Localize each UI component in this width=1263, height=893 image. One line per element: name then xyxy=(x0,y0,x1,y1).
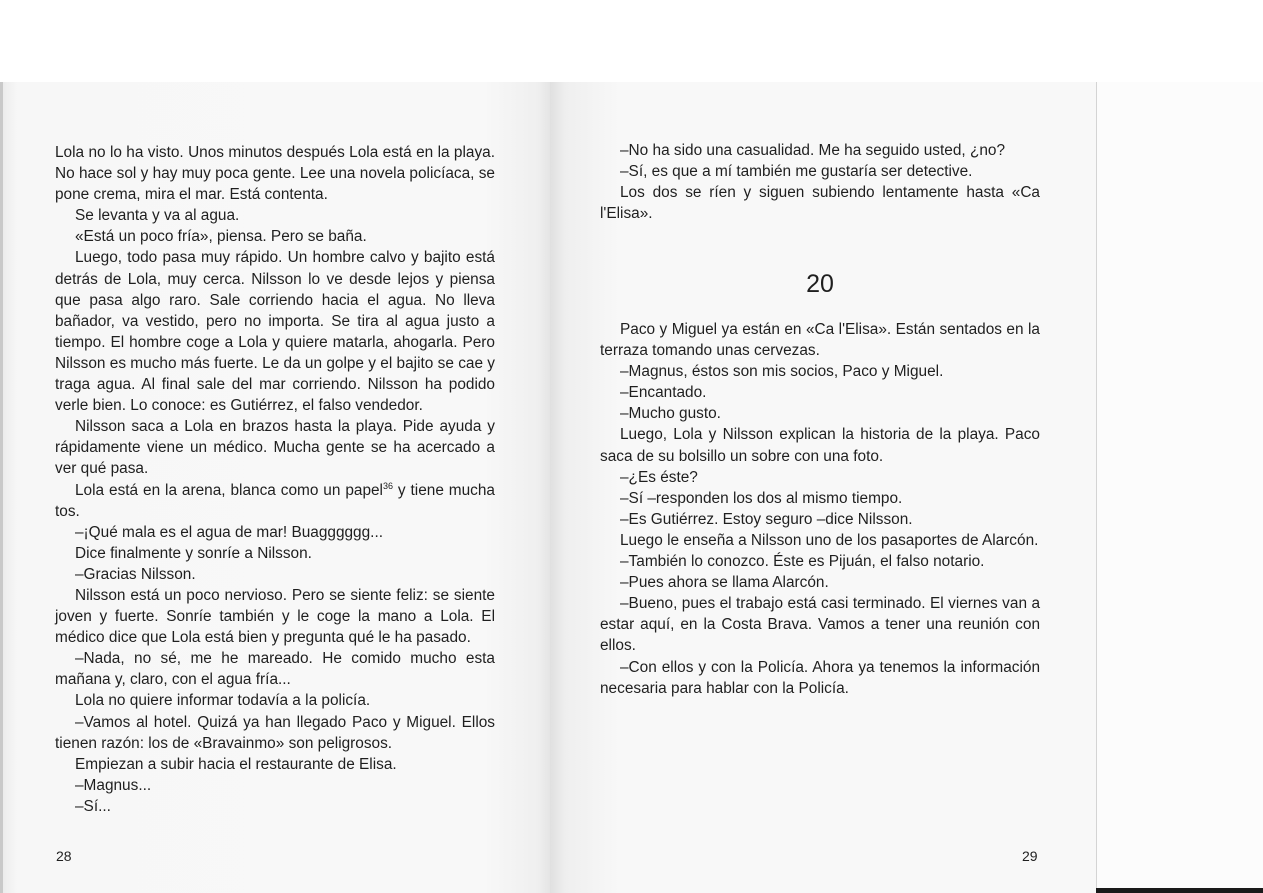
paragraph: Los dos se ríen y siguen subiendo lentamente hasta «Ca l'Elisa». xyxy=(600,184,1040,223)
paragraph: –Con ellos y con la Policía. Ahora ya tenemos la información necesaria para hablar con la Policía. xyxy=(600,658,1040,697)
paragraph: –Magnus, éstos son mis socios, Paco y Miguel. xyxy=(620,363,944,381)
paragraph: Luego le enseña a Nilsson uno de los pasaportes de Alarcón. xyxy=(620,531,1039,549)
paragraph: –Sí, es que a mí también me gustaría ser detective. xyxy=(620,163,973,181)
paragraph: «Está un poco fría», piensa. Pero se baña. xyxy=(75,228,367,246)
paragraph: –Nada, no sé, me he mareado. He comido mucho esta mañana y, claro, con el agua fría... xyxy=(55,650,495,689)
scanner-edge xyxy=(1096,82,1263,893)
paragraph-with-footnote xyxy=(55,480,495,522)
footnote-marker: 36 xyxy=(382,480,393,491)
paragraph: Paco y Miguel ya están en «Ca l'Elisa». Están sentados en la terraza tomando unas cervezas. xyxy=(600,321,1040,360)
paragraph: –Sí... xyxy=(75,797,111,815)
paragraph: Luego, Lola y Nilsson explican la historia de la playa. Paco saca de su bolsillo un sobre con una foto. xyxy=(600,426,1040,465)
right-page-body xyxy=(600,319,1040,699)
paragraph: –¡Qué mala es el agua de mar! Buagggggg... xyxy=(75,523,384,541)
chapter-number: 20 xyxy=(806,270,834,298)
paragraph: –Magnus... xyxy=(75,776,152,794)
paragraph: Lola no lo ha visto. Unos minutos después Lola está en la playa. No hace sol y hay muy poca gente. Lee una novela policíaca, se pone crema, mira el mar. Está contenta. xyxy=(55,144,495,204)
paragraph: –Bueno, pues el trabajo está casi terminado. El viernes van a estar aquí, en la Costa Brava. Vamos a tener una reunión con ellos. xyxy=(600,595,1040,655)
paragraph: –Pues ahora se llama Alarcón. xyxy=(620,574,829,592)
paragraph: Nilsson está un poco nervioso. Pero se siente feliz: se siente joven y fuerte. Sonríe también y le coge la mano a Lola. El médico dice que Lola está bien y pregunta qué le ha pasado. xyxy=(55,586,495,647)
paragraph: Luego, todo pasa muy rápido. Un hombre calvo y bajito está detrás de Lola, muy cerca. Nilsson lo ve desde lejos y piensa que pasa algo raro. Sale corriendo hacia el agua. No lleva bañador, va vestido, pero no importa. Se tira al agua justo a tiempo. El hombre coge a Lola y quiere matarla, ahogarla. Pero Nilsson es mucho más fuerte. Le da un golpe y el bajito se cae y traga agua. Al final sale del mar corriendo. Nilsson ha podido verle bien. Lo conoce: es Gutiérrez, el falso vendedor. xyxy=(55,249,495,415)
paragraph: –Sí –responden los dos al mismo tiempo. xyxy=(620,489,903,507)
scanner-background xyxy=(0,0,1263,84)
page-number-left: 28 xyxy=(56,848,72,864)
paragraph-text-after: y tiene mucha tos. xyxy=(55,481,495,520)
paragraph: –También lo conozco. Éste es Pijuán, el falso notario. xyxy=(620,553,985,571)
paragraph: Lola no quiere informar todavía a la policía. xyxy=(75,692,371,710)
paragraph: –Mucho gusto. xyxy=(620,405,721,423)
paragraph: –No ha sido una casualidad. Me ha seguido usted, ¿no? xyxy=(620,142,1006,159)
scanner-border xyxy=(1096,888,1263,893)
left-page-body xyxy=(55,142,495,817)
paragraph: Se levanta y va al agua. xyxy=(75,207,240,225)
paragraph: –Gracias Nilsson. xyxy=(75,565,196,583)
paragraph: Empiezan a subir hacia el restaurante de Elisa. xyxy=(75,755,397,773)
paragraph: –Encantado. xyxy=(620,384,707,402)
paragraph: Nilsson saca a Lola en brazos hasta la playa. Pide ayuda y rápidamente viene un médico. Mucha gente se ha acercado a ver qué pasa. xyxy=(55,418,495,478)
paragraph: –Vamos al hotel. Quizá ya han llegado Paco y Miguel. Ellos tienen razón: los de «Bravainmo» son peligrosos. xyxy=(55,713,495,752)
page-number-right: 29 xyxy=(1022,848,1038,864)
right-page-top xyxy=(600,140,1040,224)
paragraph: –¿Es éste? xyxy=(620,468,698,486)
paragraph: Dice finalmente y sonríe a Nilsson. xyxy=(75,544,312,562)
paragraph-text: Lola está en la arena, blanca como un papel xyxy=(75,481,383,499)
paragraph: –Es Gutiérrez. Estoy seguro –dice Nilsson. xyxy=(620,510,913,528)
